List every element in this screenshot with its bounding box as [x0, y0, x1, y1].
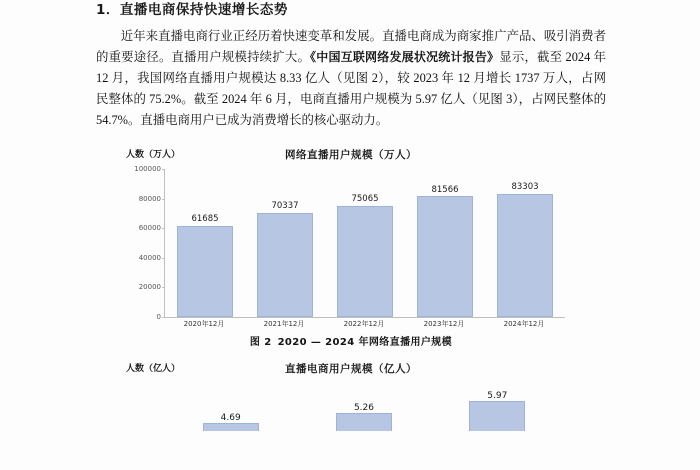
chart1-x-axis — [164, 319, 564, 329]
page-title: 1．直播电商保持快速增长态势 — [96, 2, 288, 18]
chart1-bar — [337, 206, 393, 317]
chart1-bar — [257, 213, 313, 317]
chart1-ytick: 40000 — [138, 253, 161, 262]
figure-2-number: 图 2 — [249, 337, 272, 348]
chart2-bar-value: 5.26 — [353, 403, 374, 413]
chart2-bar-value: 5.97 — [487, 391, 508, 401]
chart1-ytick: 20000 — [138, 283, 161, 292]
chart1-bar-value: 81566 — [431, 184, 459, 195]
chart2-bar-value: 4.69 — [220, 412, 241, 423]
chart1-bar-value: 75065 — [351, 194, 379, 205]
chart2-bar — [469, 401, 525, 431]
chart1-bar-value: 70337 — [271, 201, 299, 212]
chart1-plot-area — [134, 165, 565, 321]
figure-3-chart — [96, 361, 606, 431]
chart1-bar-group — [337, 169, 393, 317]
chart1-xtick: 2023年12月 — [423, 320, 465, 328]
paragraph-text-part2: 显示，截至 2024 年 12 月，我国网络直播用户规模达 8.33 亿人（见图 2），较 2023 年 12 月增长 1737 万人，占网民整体的 75.2%。截至 2024 年 6 月，电商直播用户规模为 5.97 亿人（见图 3），占网民整体的 54.7%。直播电商用户已成为消费增长的核心驱动力。 — [96, 50, 606, 127]
chart1-xtick: 2022年12月 — [343, 320, 385, 328]
chart2-bars — [164, 383, 564, 431]
chart1-ytick: 80000 — [138, 194, 161, 203]
chart2-bar — [336, 413, 392, 431]
chart1-y-axis-label: 人数（万人） — [126, 150, 181, 160]
chart1-bar — [177, 226, 233, 317]
figure-2-caption — [96, 333, 606, 348]
chart2-bar-group — [469, 383, 525, 431]
chart2-bar-group — [203, 383, 259, 431]
chart1-bar-group — [417, 169, 473, 317]
chart1-bar-group — [497, 169, 553, 317]
chart1-bar-group — [257, 169, 313, 317]
chart2-title: 直播电商用户规模（亿人） — [285, 363, 417, 375]
chart2-bar — [203, 423, 259, 431]
chart1-ytick: 100000 — [134, 165, 161, 173]
paragraph-text-part1: 近年来直播电商行业正经历着快速变革和发展。直播电商成为商家推广产品、吸引消费者的重要途径。直播用户规模持续扩大。 — [96, 29, 606, 64]
chart1-bars — [165, 169, 565, 317]
chart1-bar-group — [177, 169, 233, 317]
chart1-xtick: 2024年12月 — [503, 320, 545, 328]
chart1-title: 网络直播用户规模（万人） — [285, 149, 417, 161]
chart2-bar-group — [336, 383, 392, 431]
chart1-ytick: 60000 — [138, 224, 161, 233]
chart1-bar-value: 61685 — [191, 214, 219, 225]
body-paragraph — [96, 26, 606, 131]
chart1-ytick: 0 — [156, 313, 161, 321]
figure-2-chart — [96, 147, 606, 347]
chart2-y-axis-label: 人数（亿人） — [126, 364, 181, 374]
chart1-bar — [497, 194, 553, 317]
chart1-xtick: 2020年12月 — [183, 320, 225, 328]
chart1-bar-value: 83303 — [511, 182, 539, 193]
chart1-bar — [417, 196, 473, 317]
figure-2-caption-text: 2020 — 2024 年网络直播用户规模 — [277, 337, 453, 348]
document-content — [96, 0, 606, 431]
chart1-xtick: 2021年12月 — [263, 320, 305, 328]
report-title-citation: 《中国互联网络发展状况统计报告》 — [310, 50, 500, 64]
chart2-plot-area — [164, 383, 564, 431]
